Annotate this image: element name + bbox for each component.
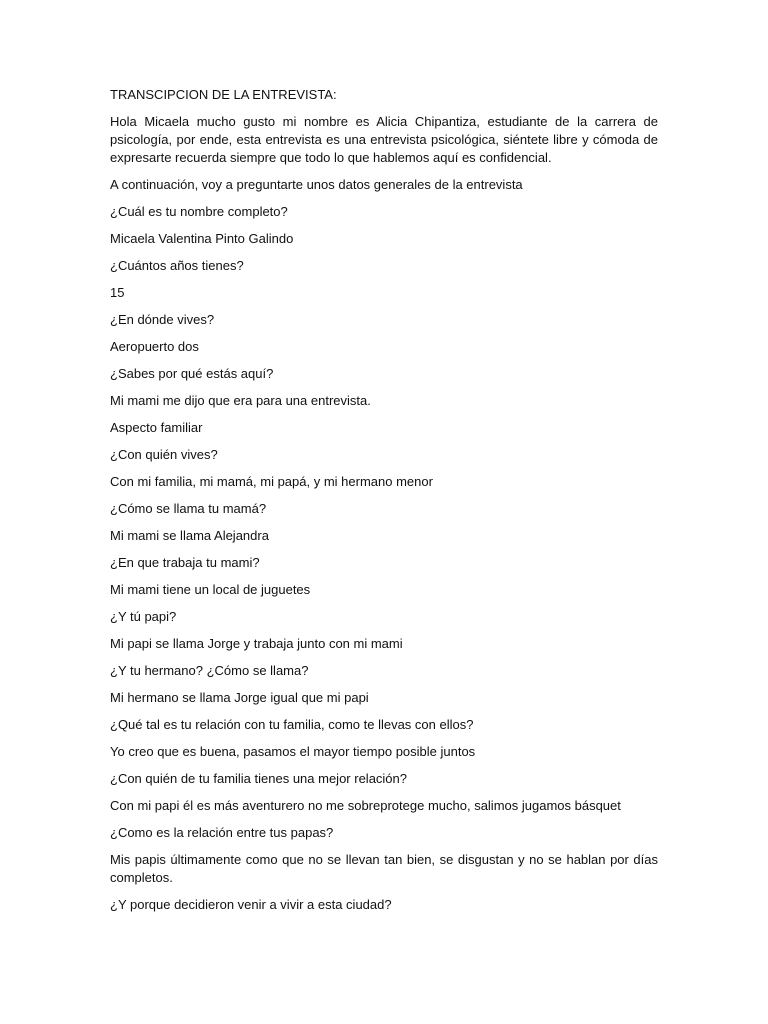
document-title: TRANSCIPCION DE LA ENTREVISTA:	[110, 87, 337, 102]
question-line: ¿En dónde vives?	[110, 312, 215, 327]
question-line: ¿Con quién de tu familia tienes una mejor relación?	[110, 771, 408, 786]
question-line: ¿Y tú papi?	[110, 609, 177, 624]
question-line: ¿En que trabaja tu mami?	[110, 555, 260, 570]
answer-line: Con mi papi él es más aventurero no me sobreprotege mucho, salimos jugamos básquet	[110, 798, 621, 813]
answer-line: Yo creo que es buena, pasamos el mayor tiempo posible juntos	[110, 744, 476, 759]
answer-paragraph: Mis papis últimamente como que no se llevan tan bien, se disgustan y no se hablan por días completos.	[110, 852, 658, 885]
answer-line: Mi mami se llama Alejandra	[110, 528, 269, 543]
answer-line: Mi mami tiene un local de juguetes	[110, 582, 311, 597]
answer-line: 15	[110, 285, 125, 300]
answer-line: Aeropuerto dos	[110, 339, 199, 354]
question-line: ¿Sabes por qué estás aquí?	[110, 366, 274, 381]
answer-line: Con mi familia, mi mamá, mi papá, y mi hermano menor	[110, 474, 433, 489]
section-heading: Aspecto familiar	[110, 420, 203, 435]
question-line: ¿Con quién vives?	[110, 447, 218, 462]
answer-line: Mi mami me dijo que era para una entrevista.	[110, 393, 371, 408]
question-line: ¿Cuántos años tienes?	[110, 258, 244, 273]
intro-paragraph: Hola Micaela mucho gusto mi nombre es Alicia Chipantiza, estudiante de la carrera de psicología, por ende, esta entrevista es una entrevista psicológica, siéntete libre y cómoda de expresarte recuerda siempre que todo lo que hablemos aquí es confidencial.	[110, 114, 658, 165]
question-line: ¿Como es la relación entre tus papas?	[110, 825, 334, 840]
transcript-line: A continuación, voy a preguntarte unos datos generales de la entrevista	[110, 177, 523, 192]
answer-line: Mi hermano se llama Jorge igual que mi papi	[110, 690, 369, 705]
question-line: ¿Cómo se llama tu mamá?	[110, 501, 267, 516]
answer-line: Mi papi se llama Jorge y trabaja junto con mi mami	[110, 636, 403, 651]
question-line: ¿Cuál es tu nombre completo?	[110, 204, 288, 219]
document-page	[110, 86, 658, 923]
question-line: ¿Qué tal es tu relación con tu familia, como te llevas con ellos?	[110, 717, 474, 732]
question-line: ¿Y tu hermano? ¿Cómo se llama?	[110, 663, 309, 678]
question-line: ¿Y porque decidieron venir a vivir a esta ciudad?	[110, 897, 392, 912]
answer-line: Micaela Valentina Pinto Galindo	[110, 231, 294, 246]
